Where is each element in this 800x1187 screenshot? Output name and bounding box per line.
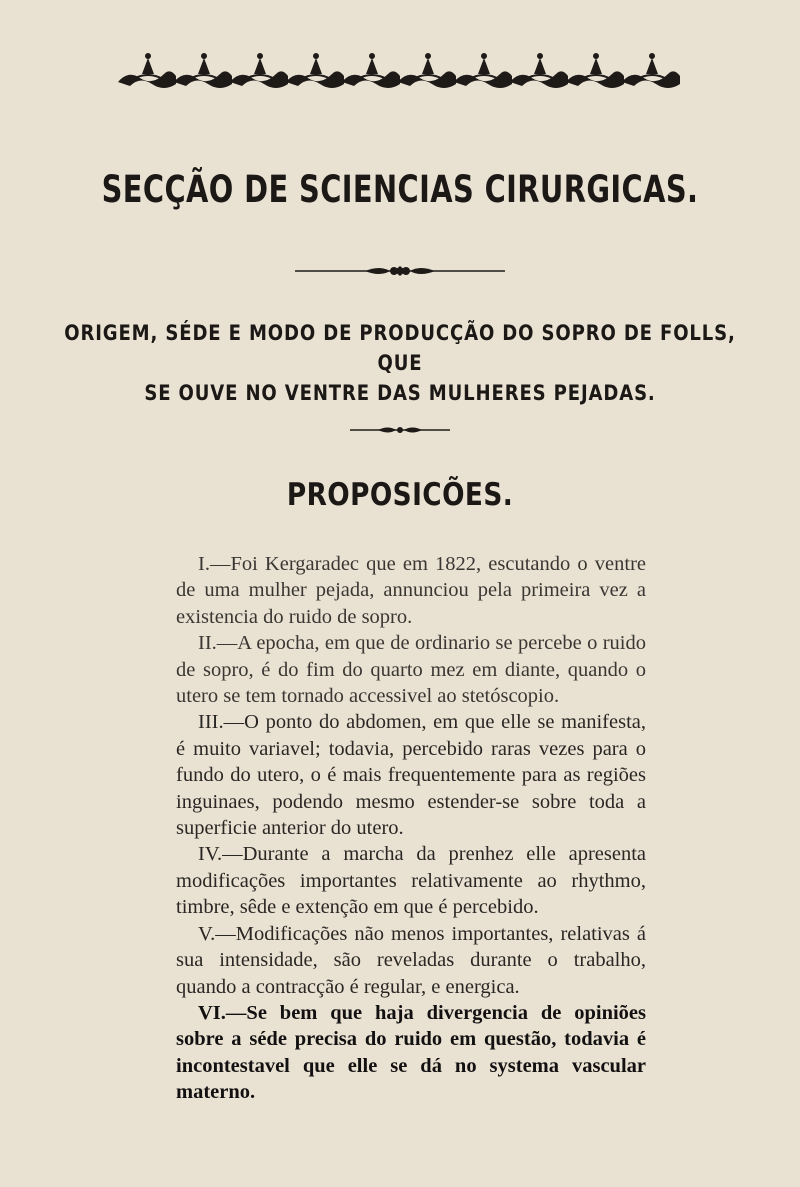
- proposition-text: —Modificações não menos importantes, relativas á sua intensidade, são reveladas durante o trabalho, quando a contracção é regular, e energica.: [176, 922, 646, 998]
- proposition-2: [176, 630, 646, 709]
- ornamental-divider-top: [0, 265, 800, 277]
- proposition-text: —O ponto do abdomen, em que elle se manifesta, é muito variavel; todavia, percebido raras vezes para o fundo do utero, o é mais frequentemente para as regiões inguinaes, podendo mesmo estender-se sobre toda a superficie anterior do utero.: [176, 711, 646, 840]
- proposition-number: III.: [198, 711, 224, 734]
- proposition-number: I.: [198, 553, 210, 575]
- propositions-list: [176, 551, 646, 1106]
- proposition-text: —Durante a marcha da prenhez elle apresenta modificações importantes relativamente ao rhythmo, timbre, sêde e extenção em que é percebido.: [176, 843, 646, 919]
- proposition-4: [176, 841, 646, 920]
- proposition-text: —A epocha, em que de ordinario se percebe o ruido de sopro, é do fim do quarto mez em diante, quando o utero se tem tornado accessivel ao stetóscopio.: [176, 632, 646, 708]
- proposition-number: II.: [198, 632, 217, 655]
- proposition-3: [176, 709, 646, 841]
- ornamental-divider-bottom: [0, 425, 800, 435]
- proposition-5: [176, 921, 646, 1000]
- thesis-subject: [56, 318, 744, 408]
- thesis-subject-line-1: ORIGEM, SÉDE E MODO DE PRODUCÇÃO DO SOPRO DE FOLLS, QUE: [64, 321, 736, 375]
- proposition-text: —Se bem que haja divergencia de opiniões sobre a séde precisa do ruido em questão, todavia é incontestavel que elle se dá no systema vascular materno.: [176, 1001, 646, 1104]
- proposition-1: [176, 551, 646, 630]
- proposition-text: —Foi Kergaradec que em 1822, escutando o ventre de uma mulher pejada, annunciou pela primeira vez a existencia do ruido de sopro.: [176, 553, 646, 628]
- section-title: SECÇÃO DE SCIENCIAS CIRURGICAS.: [101, 168, 699, 211]
- propositions-title: PROPOSICÕES.: [286, 477, 514, 513]
- proposition-6: [176, 1000, 646, 1106]
- proposition-number: V.: [198, 922, 216, 945]
- ornament-band: [118, 48, 682, 92]
- proposition-number: VI.: [198, 1001, 226, 1024]
- proposition-number: IV.: [198, 843, 223, 866]
- thesis-subject-line-2: SE OUVE NO VENTRE DAS MULHERES PEJADAS.: [144, 381, 656, 405]
